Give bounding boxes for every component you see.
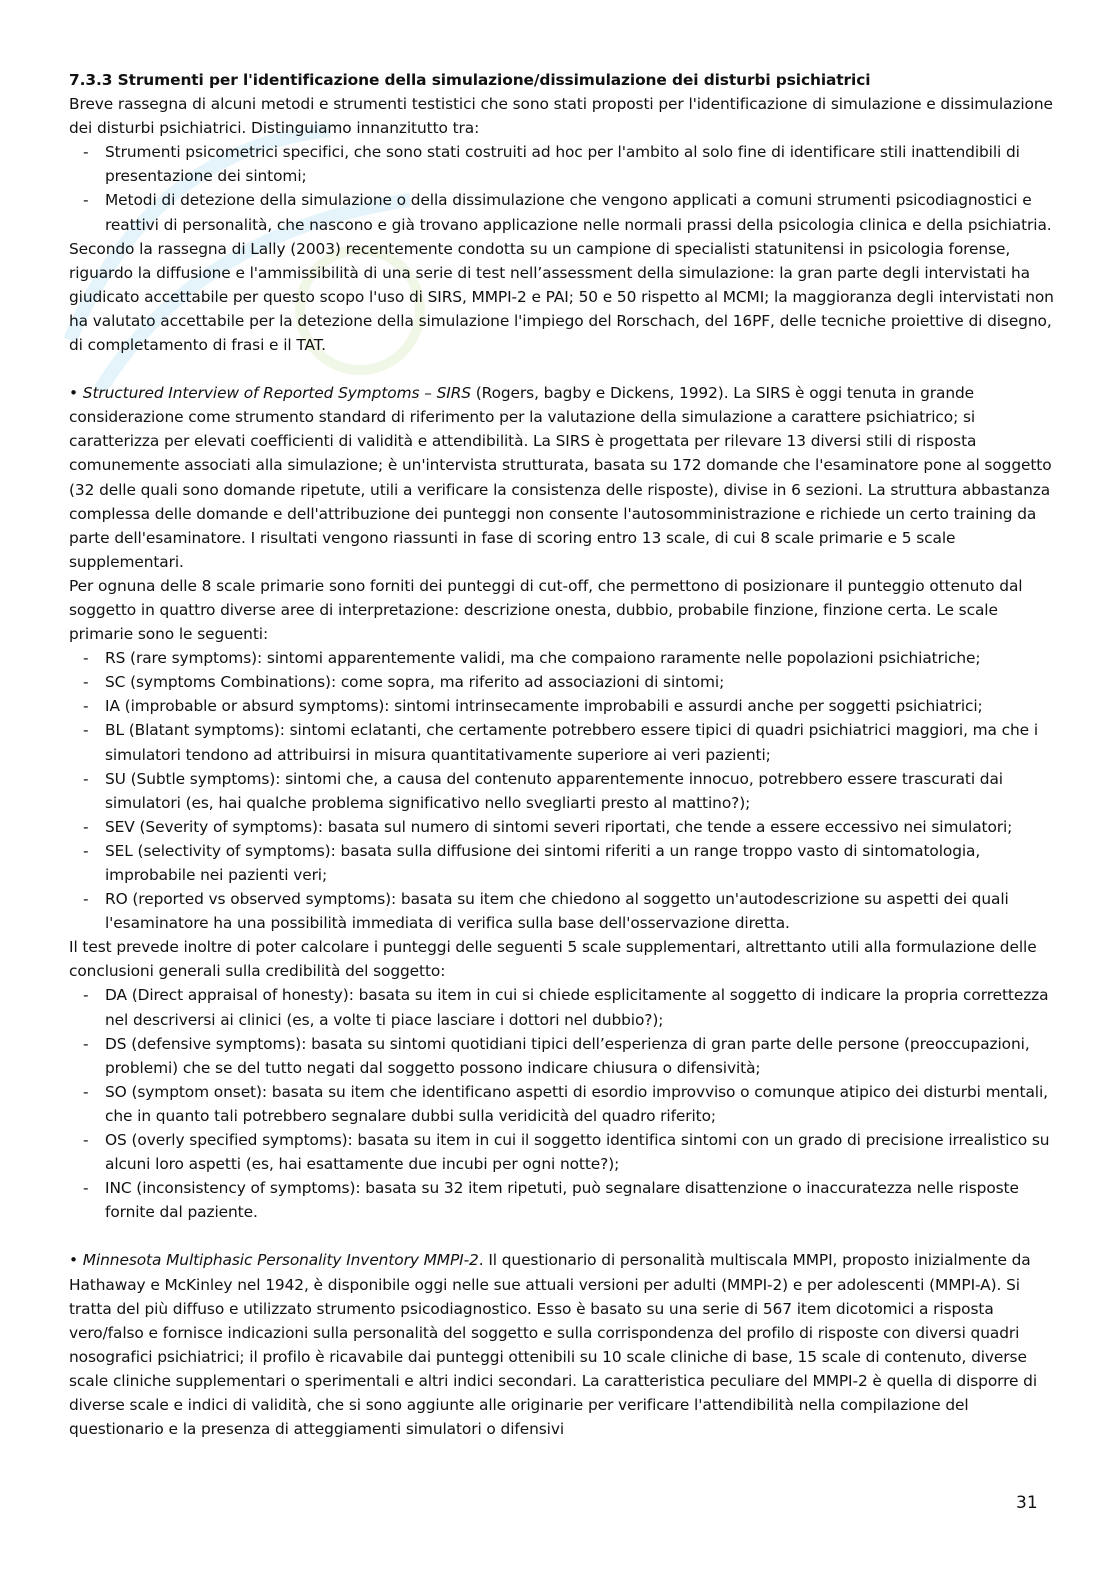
- list-item: - DS (defensive symptoms): basata su sintomi quotidiani tipici dell’esperienza di gran parte delle persone (preoccupazioni, problemi) che se del tutto negati dal soggetto possono indicare chiusura o difensività;: [69, 1032, 1054, 1080]
- sirs-text: (Rogers, bagby e Dickens, 1992). La SIRS è oggi tenuta in grande considerazione come strumento standard di riferimento per la valutazione della simulazione a carattere psichiatrico; si caratterizza per elevati coefficienti di validità e attendibilità. La SIRS è progettata per rilevare 13 diversi stili di risposta comunemente associati alla simulazione; è un'intervista strutturata, basata su 172 domande che l'esaminatore pone al soggetto (32 delle quali sono domande ripetute, utili a verificare la consistenza delle risposte), divise in 6 sezioni. La struttura abbastanza complessa delle domande e dell'attribuzione dei punteggi non consente l'autosomministrazione e richiede un certo training da parte dell'esaminatore. I risultati vengono riassunti in fase di scoring entro 13 scale, di cui 8 scale primarie e 5 scale supplementari.: [69, 384, 1052, 571]
- intro-list: [69, 140, 1054, 236]
- list-item: - SEL (selectivity of symptoms): basata sulla diffusione dei sintomi riferiti a un range troppo vasto di sintomatologia, improbabile nei pazienti veri;: [69, 839, 1054, 887]
- list-item: - Strumenti psicometrici specifici, che sono stati costruiti ad hoc per l'ambito al solo fine di identificare stili inattendibili di presentazione dei sintomi;: [69, 140, 1054, 188]
- primary-scales-intro: Per ognuna delle 8 scale primarie sono forniti dei punteggi di cut-off, che permettono di posizionare il punteggio ottenuto dal soggetto in quattro diverse aree di interpretazione: descrizione onesta, dubbio, probabile finzione, finzione certa. Le scale primarie sono le seguenti:: [69, 576, 1023, 644]
- sirs-title: Structured Interview of Reported Symptoms – SIRS: [82, 384, 471, 403]
- lally-paragraph: Secondo la rassegna di Lally (2003) recentemente condotta su un campione di specialisti statunitensi in psicologia forense, riguardo la diffusione e l'ammissibilità di una serie di test nell’assessment della simulazione: la gran parte degli intervistati ha giudicato accettabile per questo scopo l'uso di SIRS, MMPI-2 e PAI; 50 e 50 rispetto al MCMI; la maggioranza degli intervistati non ha valutato accettabile per la detezione della simulazione l'impiego del Rorschach, del 16PF, delle tecniche proiettive di disegno, di completamento di frasi e il TAT.: [69, 239, 1054, 355]
- mmpi-text: . Il questionario di personalità multiscala MMPI, proposto inizialmente da Hathaway e McKinley nel 1942, è disponibile oggi nelle sue attuali versioni per adulti (MMPI-2) e per adolescenti (MMPI-A). Si tratta del più diffuso e utilizzato strumento psicodiagnostico. Esso è basato su una serie di 567 item dicotomici a risposta vero/falso e fornisce indicazioni sulla personalità del soggetto e sulla corrispondenza del profilo di risposte con diversi quadri nosografici psichiatrici; il profilo è ricavabile dai punteggi ottenibili su 10 scale cliniche di base, 15 scale di contenuto, diverse scale cliniche supplementari o sperimentali e altri indici secondari. La caratteristica peculiare del MMPI-2 è quella di disporre di diverse scale e indici di validità, che si sono aggiunte alle originarie per verificare l'attendibilità nella compilazione del questionario e la presenza di atteggiamenti simulatori o difensivi: [69, 1251, 1037, 1439]
- list-item: - INC (inconsistency of symptoms): basata su 32 item ripetuti, può segnalare disattenzione o inaccuratezza nelle risposte fornite dal paziente.: [69, 1176, 1054, 1224]
- list-item: - OS (overly specified symptoms): basata su item in cui il soggetto identifica sintomi con un grado di precisione irrealistico su alcuni loro aspetti (es, hai esattamente due incubi per ogni notte?);: [69, 1128, 1054, 1176]
- mmpi-paragraph: [69, 1248, 1054, 1441]
- list-item: - SU (Subtle symptoms): sintomi che, a causa del contenuto apparentemente innocuo, potrebbero essere trascurati dai simulatori (es, hai qualche problema significativo nello svegliarti presto al mattino?);: [69, 767, 1054, 815]
- list-item: - Metodi di detezione della simulazione o della dissimulazione che vengono applicati a comuni strumenti psicodiagnostici e reattivi di personalità, che nascono e già trovano applicazione nelle normali prassi della psicologia clinica e della psichiatria.: [69, 188, 1054, 236]
- page-number: 31: [1016, 1493, 1038, 1513]
- list-item: - RS (rare symptoms): sintomi apparentemente validi, ma che compaiono raramente nelle popolazioni psichiatriche;: [69, 646, 1054, 670]
- list-item: - BL (Blatant symptoms): sintomi eclatanti, che certamente potrebbero essere tipici di quadri psichiatrici maggiori, ma che i simulatori tendono ad attribuirsi in misura quantitativamente superiore ai veri pazienti;: [69, 718, 1054, 766]
- list-item: - DA (Direct appraisal of honesty): basata su item in cui si chiede esplicitamente al soggetto di indicare la propria correttezza nel descriversi ai clinici (es, a volte ti piace lasciare i dottori nel dubbio?);: [69, 983, 1054, 1031]
- list-item: - SC (symptoms Combinations): come sopra, ma riferito ad associazioni di sintomi;: [69, 670, 1054, 694]
- supplementary-scales-intro: Il test prevede inoltre di poter calcolare i punteggi delle seguenti 5 scale supplementari, altrettanto utili alla formulazione delle conclusioni generali sulla credibilità del soggetto:: [69, 938, 1037, 981]
- document-page: [69, 68, 1054, 1441]
- list-item: - SEV (Severity of symptoms): basata sul numero di sintomi severi riportati, che tende a essere eccessivo nei simulatori;: [69, 815, 1054, 839]
- list-item: - RO (reported vs observed symptoms): basata su item che chiedono al soggetto un'autodescrizione su aspetti dei quali l'esaminatore ha una possibilità immediata di verifica sulla base dell'osservazione diretta.: [69, 887, 1054, 935]
- supplementary-scales-list: [69, 983, 1054, 1224]
- primary-scales-list: [69, 646, 1054, 935]
- section-heading: 7.3.3 Strumenti per l'identificazione della simulazione/dissimulazione dei disturbi psichiatrici: [69, 71, 871, 89]
- intro-paragraph: Breve rassegna di alcuni metodi e strumenti testistici che sono stati proposti per l'identificazione di simulazione e dissimulazione dei disturbi psichiatrici. Distinguiamo innanzitutto tra:: [69, 95, 1053, 138]
- list-item: - IA (improbable or absurd symptoms): sintomi intrinsecamente improbabili e assurdi anche per soggetti psichiatrici;: [69, 694, 1054, 718]
- mmpi-title: Minnesota Multiphasic Personality Inventory MMPI-2: [82, 1251, 479, 1270]
- list-item: - SO (symptom onset): basata su item che identificano aspetti di esordio improvviso o comunque atipico dei disturbi mentali, che in quanto tali potrebbero segnalare dubbi sulla veridicità del quadro riferito;: [69, 1080, 1054, 1128]
- bullet-icon: •: [69, 1251, 78, 1270]
- bullet-icon: •: [69, 384, 78, 403]
- sirs-paragraph: [69, 381, 1054, 574]
